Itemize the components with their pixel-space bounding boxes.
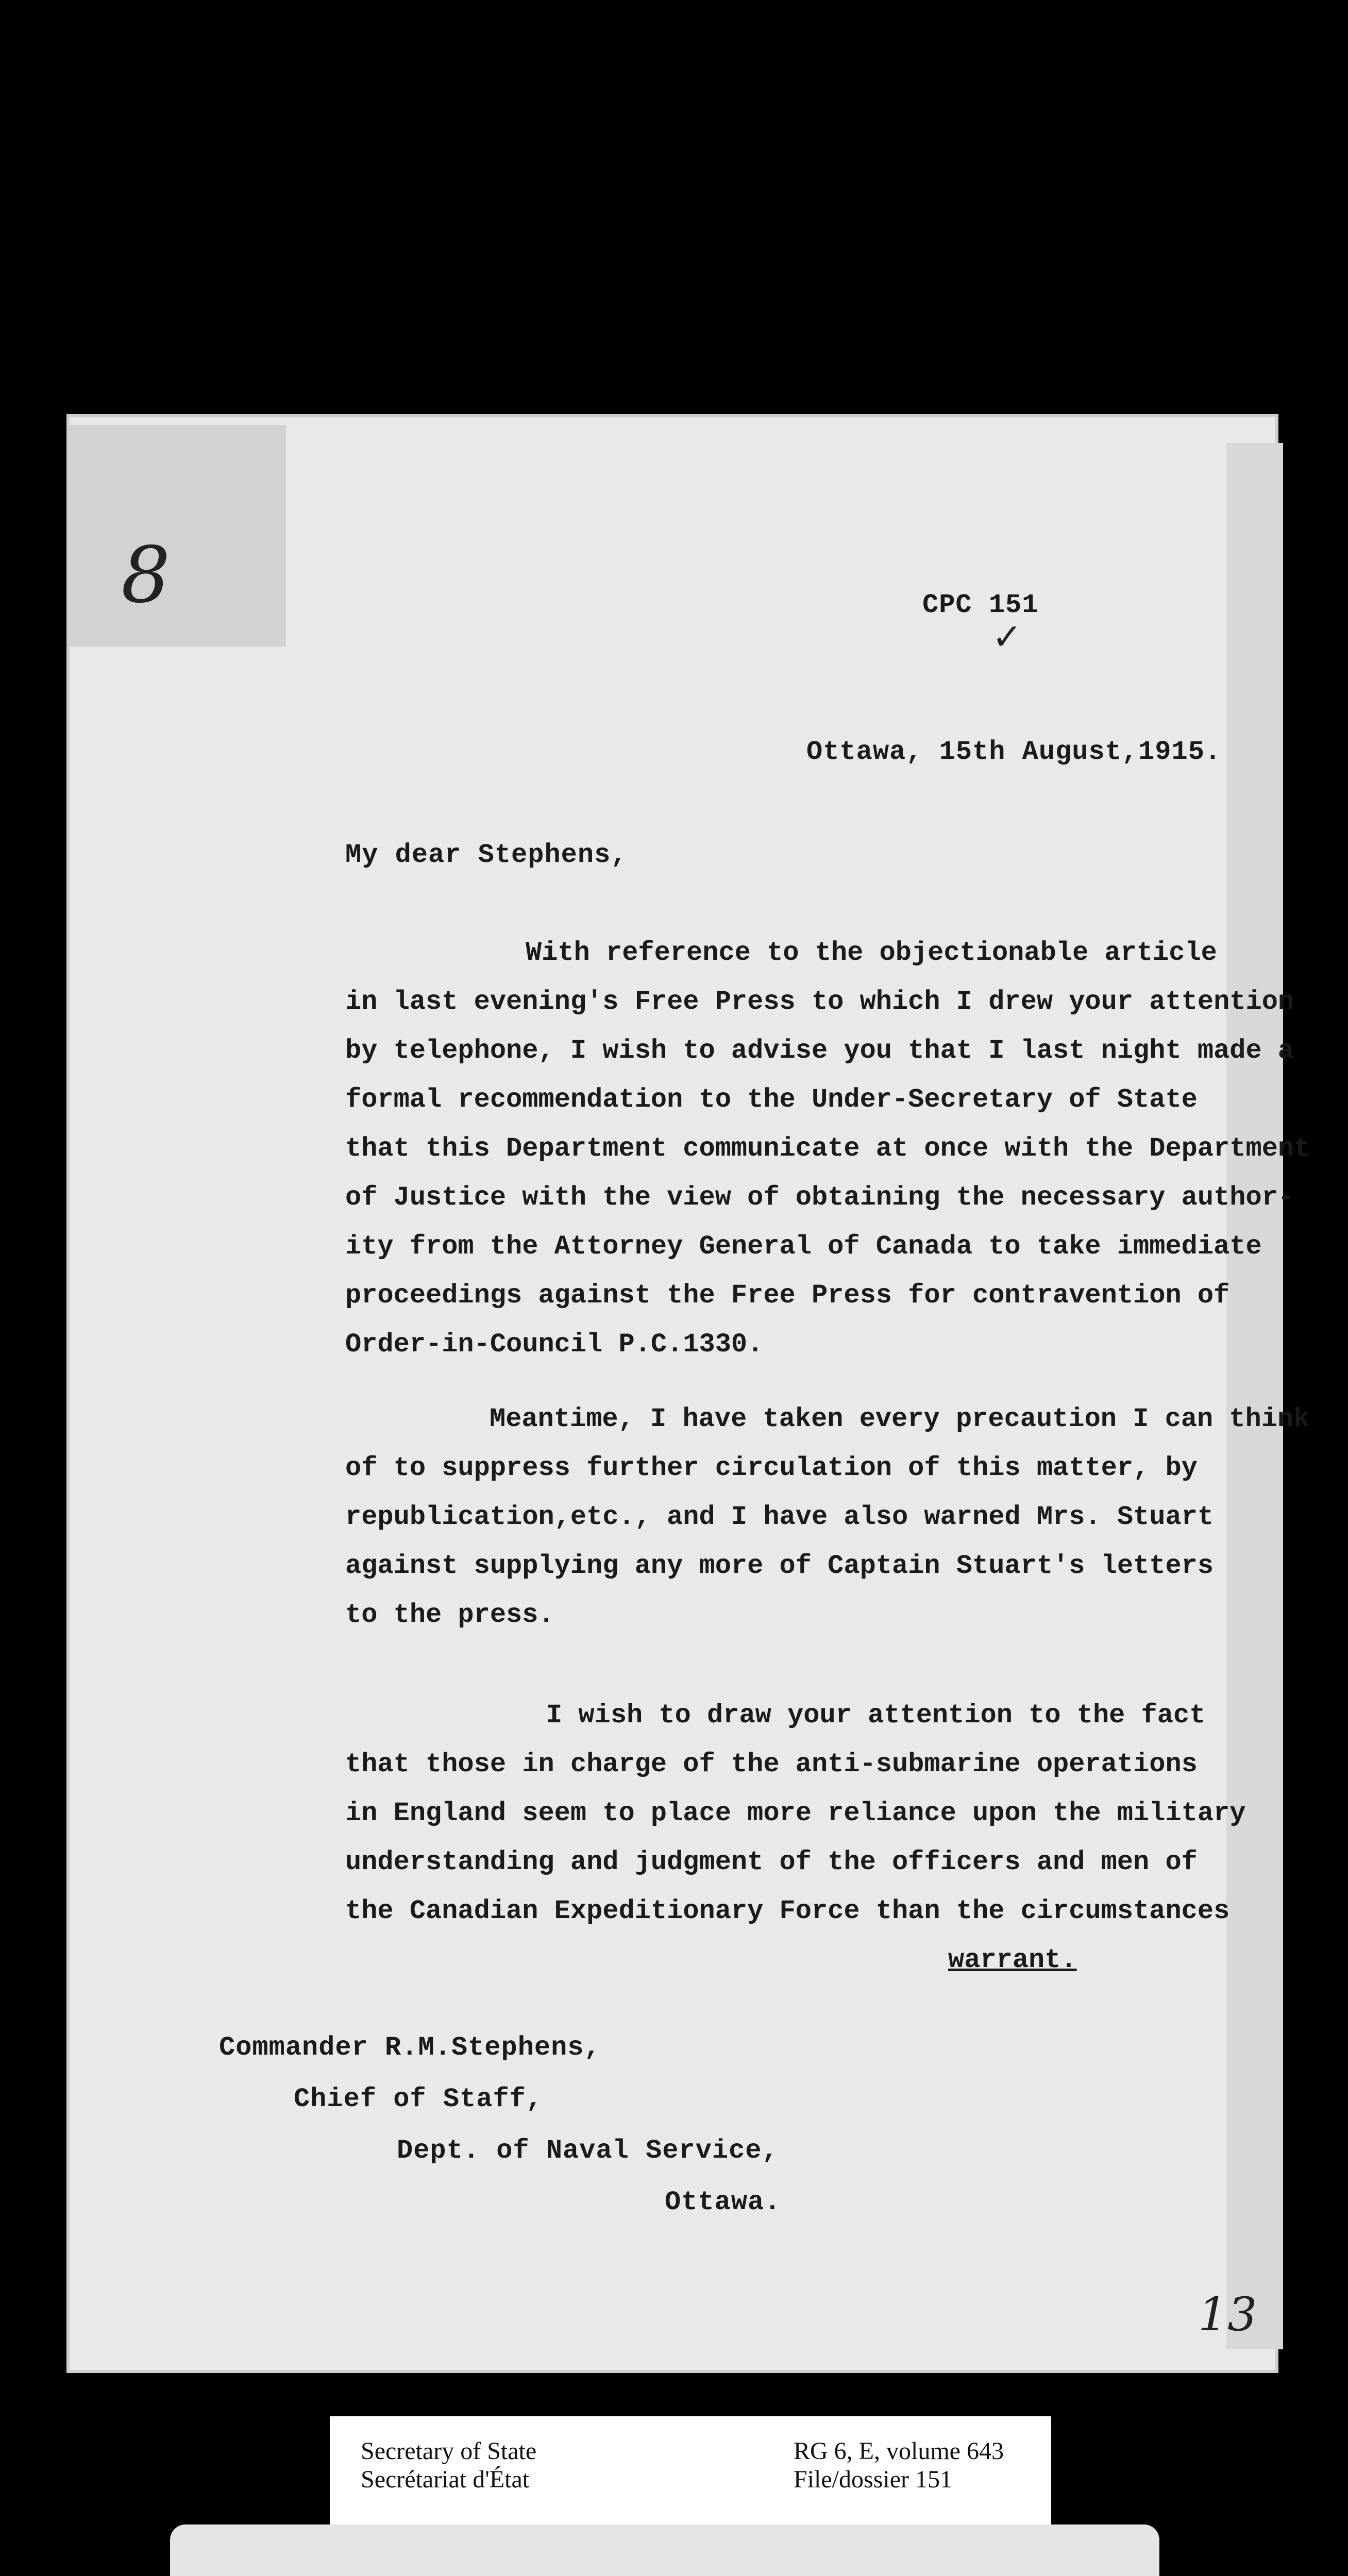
label-left-line: Secretary of State xyxy=(361,2437,537,2465)
addressee-line: Dept. of Naval Service, xyxy=(397,2136,779,2166)
paragraph-1-line: Order-in-Council P.C.1330. xyxy=(345,1329,764,1360)
folio-tab xyxy=(70,425,286,647)
paragraph-2-line: against supplying any more of Captain Stuart's letters xyxy=(345,1551,1214,1581)
date-line: Ottawa, 15th August,1915. xyxy=(806,737,1222,767)
paragraph-1-line: of Justice with the view of obtaining the necessary author- xyxy=(345,1182,1294,1213)
archive-stamp xyxy=(170,2524,1159,2576)
letter-page xyxy=(70,417,1275,2370)
label-right-line: File/dossier 151 xyxy=(794,2466,952,2493)
addressee-line: Chief of Staff, xyxy=(294,2084,543,2114)
folio-number: 8 xyxy=(121,531,171,620)
paragraph-2-line: Meantime, I have taken every precaution I can think xyxy=(490,1404,1310,1434)
paragraph-2-line: to the press. xyxy=(345,1600,554,1630)
file-reference: CPC 151 xyxy=(922,590,1039,620)
paragraph-3-line: the Canadian Expeditionary Force than the circumstances xyxy=(345,1896,1230,1926)
page-edge-shadow xyxy=(1226,443,1283,2349)
label-right-line: RG 6, E, volume 643 xyxy=(794,2437,1004,2465)
paragraph-3-line: I wish to draw your attention to the fact xyxy=(546,1700,1206,1731)
paragraph-3-line: understanding and judgment of the officers and men of xyxy=(345,1847,1198,1877)
paragraph-2-line: republication,etc., and I have also warned Mrs. Stuart xyxy=(345,1502,1214,1532)
label-left-line: Secrétariat d'État xyxy=(361,2466,530,2493)
paragraph-3-line: that those in charge of the anti-submarine operations xyxy=(345,1749,1198,1780)
addressee-line: Ottawa. xyxy=(665,2187,781,2217)
paragraph-1-line: formal recommendation to the Under-Secretary of State xyxy=(345,1084,1198,1115)
addressee-line: Commander R.M.Stephens, xyxy=(219,2032,601,2063)
paragraph-1-line: in last evening's Free Press to which I drew your attention xyxy=(345,987,1294,1017)
salutation: My dear Stephens, xyxy=(345,840,628,870)
page-number: 13 xyxy=(1198,2287,1257,2342)
paragraph-3-line: in England seem to place more reliance upon the military xyxy=(345,1798,1246,1828)
paragraph-3-line: warrant. xyxy=(948,1945,1077,1975)
paragraph-1-line: by telephone, I wish to advise you that I last night made a xyxy=(345,1036,1294,1066)
paragraph-2-line: of to suppress further circulation of this matter, by xyxy=(345,1453,1198,1483)
paragraph-1-line: that this Department communicate at once with the Department xyxy=(345,1133,1310,1164)
paragraph-1-line: With reference to the objectionable article xyxy=(526,938,1217,968)
checkmark-icon: ✓ xyxy=(992,616,1022,658)
paragraph-1-line: proceedings against the Free Press for contravention of xyxy=(345,1280,1230,1311)
paragraph-1-line: ity from the Attorney General of Canada to take immediate xyxy=(345,1231,1262,1262)
